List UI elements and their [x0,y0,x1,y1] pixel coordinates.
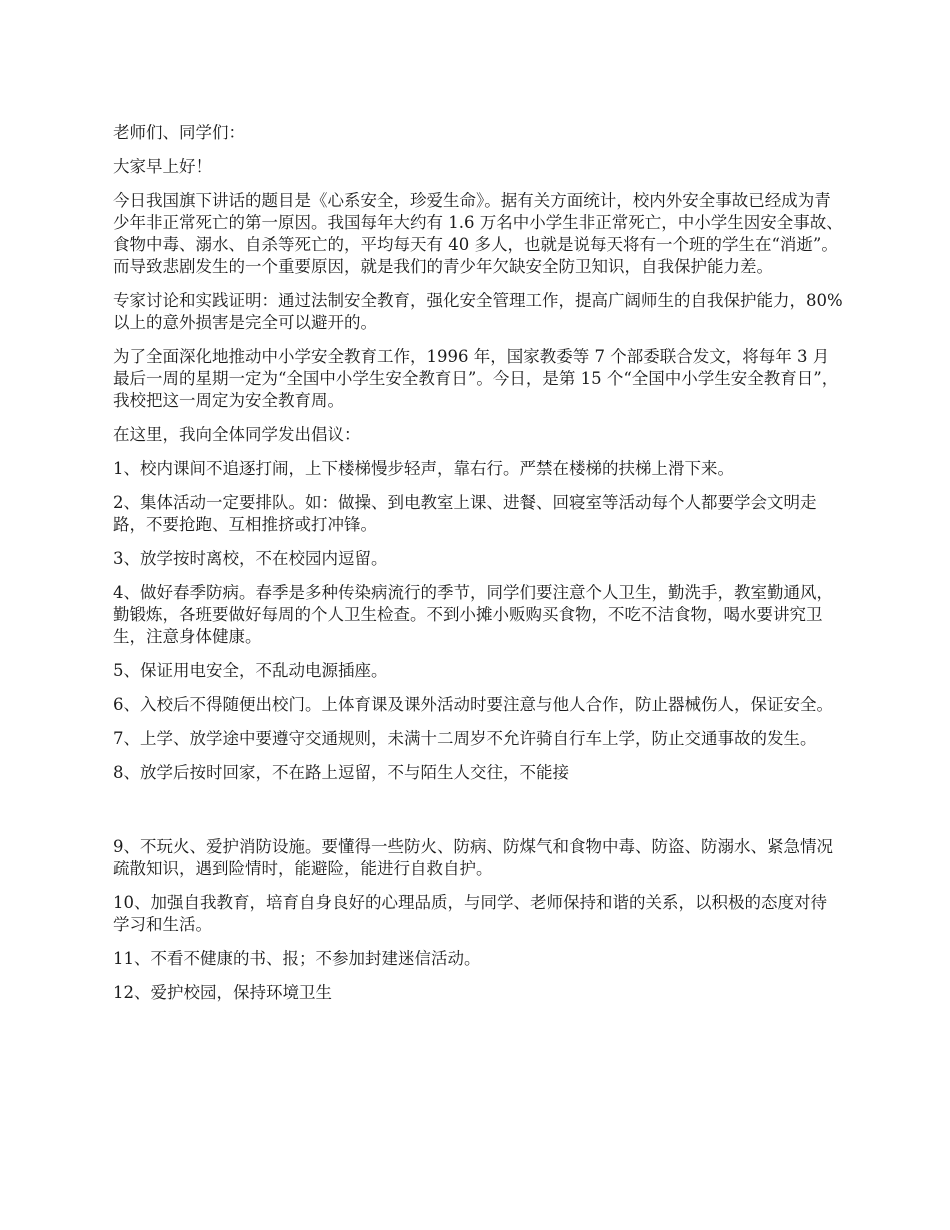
intro-paragraph: 专家讨论和实践证明：通过法制安全教育，强化安全管理工作，提高广阔师生的自我保护能力，80%以上的意外损害是完全可以避开的。 [113,291,843,332]
document-body [113,122,843,1016]
proposal-item: 10、加强自我教育，培育自身良好的心理品质，与同学、老师保持和谐的关系，以积极的态度对待学习和生活。 [113,893,827,934]
proposal-item: 8、放学后按时回家，不在路上逗留，不与陌生人交往，不能接 [113,763,569,782]
proposal-item: 9、不玩火、爱护消防设施。要懂得一些防火、防病、防煤气和食物中毒、防盗、防溺水、紧急情况疏散知识，遇到险情时，能避险，能进行自救自护。 [113,837,833,878]
proposal-item: 12、爱护校园，保持环境卫生 [113,983,332,1002]
greeting: 老师们、同学们： [113,123,245,142]
proposal-item: 6、入校后不得随便出校门。上体育课及课外活动时要注意与他人合作，防止器械伤人，保证安全。 [113,695,833,714]
proposal-item: 5、保证用电安全，不乱动电源插座。 [113,661,388,680]
salutation: 大家早上好！ [113,157,212,176]
proposal-item: 4、做好春季防病。春季是多种传染病流行的季节，同学们要注意个人卫生，勤洗手，教室勤通风，勤锻炼，各班要做好每周的个人卫生检查。不到小摊小贩购买食物，不吃不洁食物，喝水要讲究卫生，注意身体健康。 [113,583,833,646]
intro-paragraph: 为了全面深化地推动中小学安全教育工作，1996 年，国家教委等 7 个部委联合发文，将每年 3 月最后一周的星期一定为“全国中小学生安全教育日”。今日，是第 15 个“全国中小学生安全教育日”，我校把这一周定为安全教育周。 [113,347,839,410]
proposal-item: 1、校内课间不追逐打闹，上下楼梯慢步轻声，靠右行。严禁在楼梯的扶梯上滑下来。 [113,459,734,478]
proposal-item: 7、上学、放学途中要遵守交通规则，未满十二周岁不允许骑自行车上学，防止交通事故的发生。 [113,729,817,748]
intro-paragraph: 今日我国旗下讲话的题目是《心系安全，珍爱生命》。据有关方面统计，校内外安全事故已经成为青少年非正常死亡的第一原因。我国每年大约有 1.6 万名中小学生非正常死亡，中小学生因安全事故、食物中毒、溺水、自杀等死亡的，平均每天有 40 多人，也就是说每天将有一个班的学生在“消逝”。而导致悲剧发生的一个重要原因，就是我们的青少年欠缺安全防卫知识，自我保护能力差。 [113,191,843,276]
proposal-item: 3、放学按时离校，不在校园内逗留。 [113,549,388,568]
intro-paragraph: 在这里，我向全体同学发出倡议： [113,425,361,444]
proposal-item: 11、不看不健康的书、报；不参加封建迷信活动。 [113,949,481,968]
proposal-item: 2、集体活动一定要排队。如：做操、到电教室上课、进餐、回寝室等活动每个人都要学会文明走路，不要抢跑、互相推挤或打冲锋。 [113,493,817,534]
blank-gap [113,796,843,836]
